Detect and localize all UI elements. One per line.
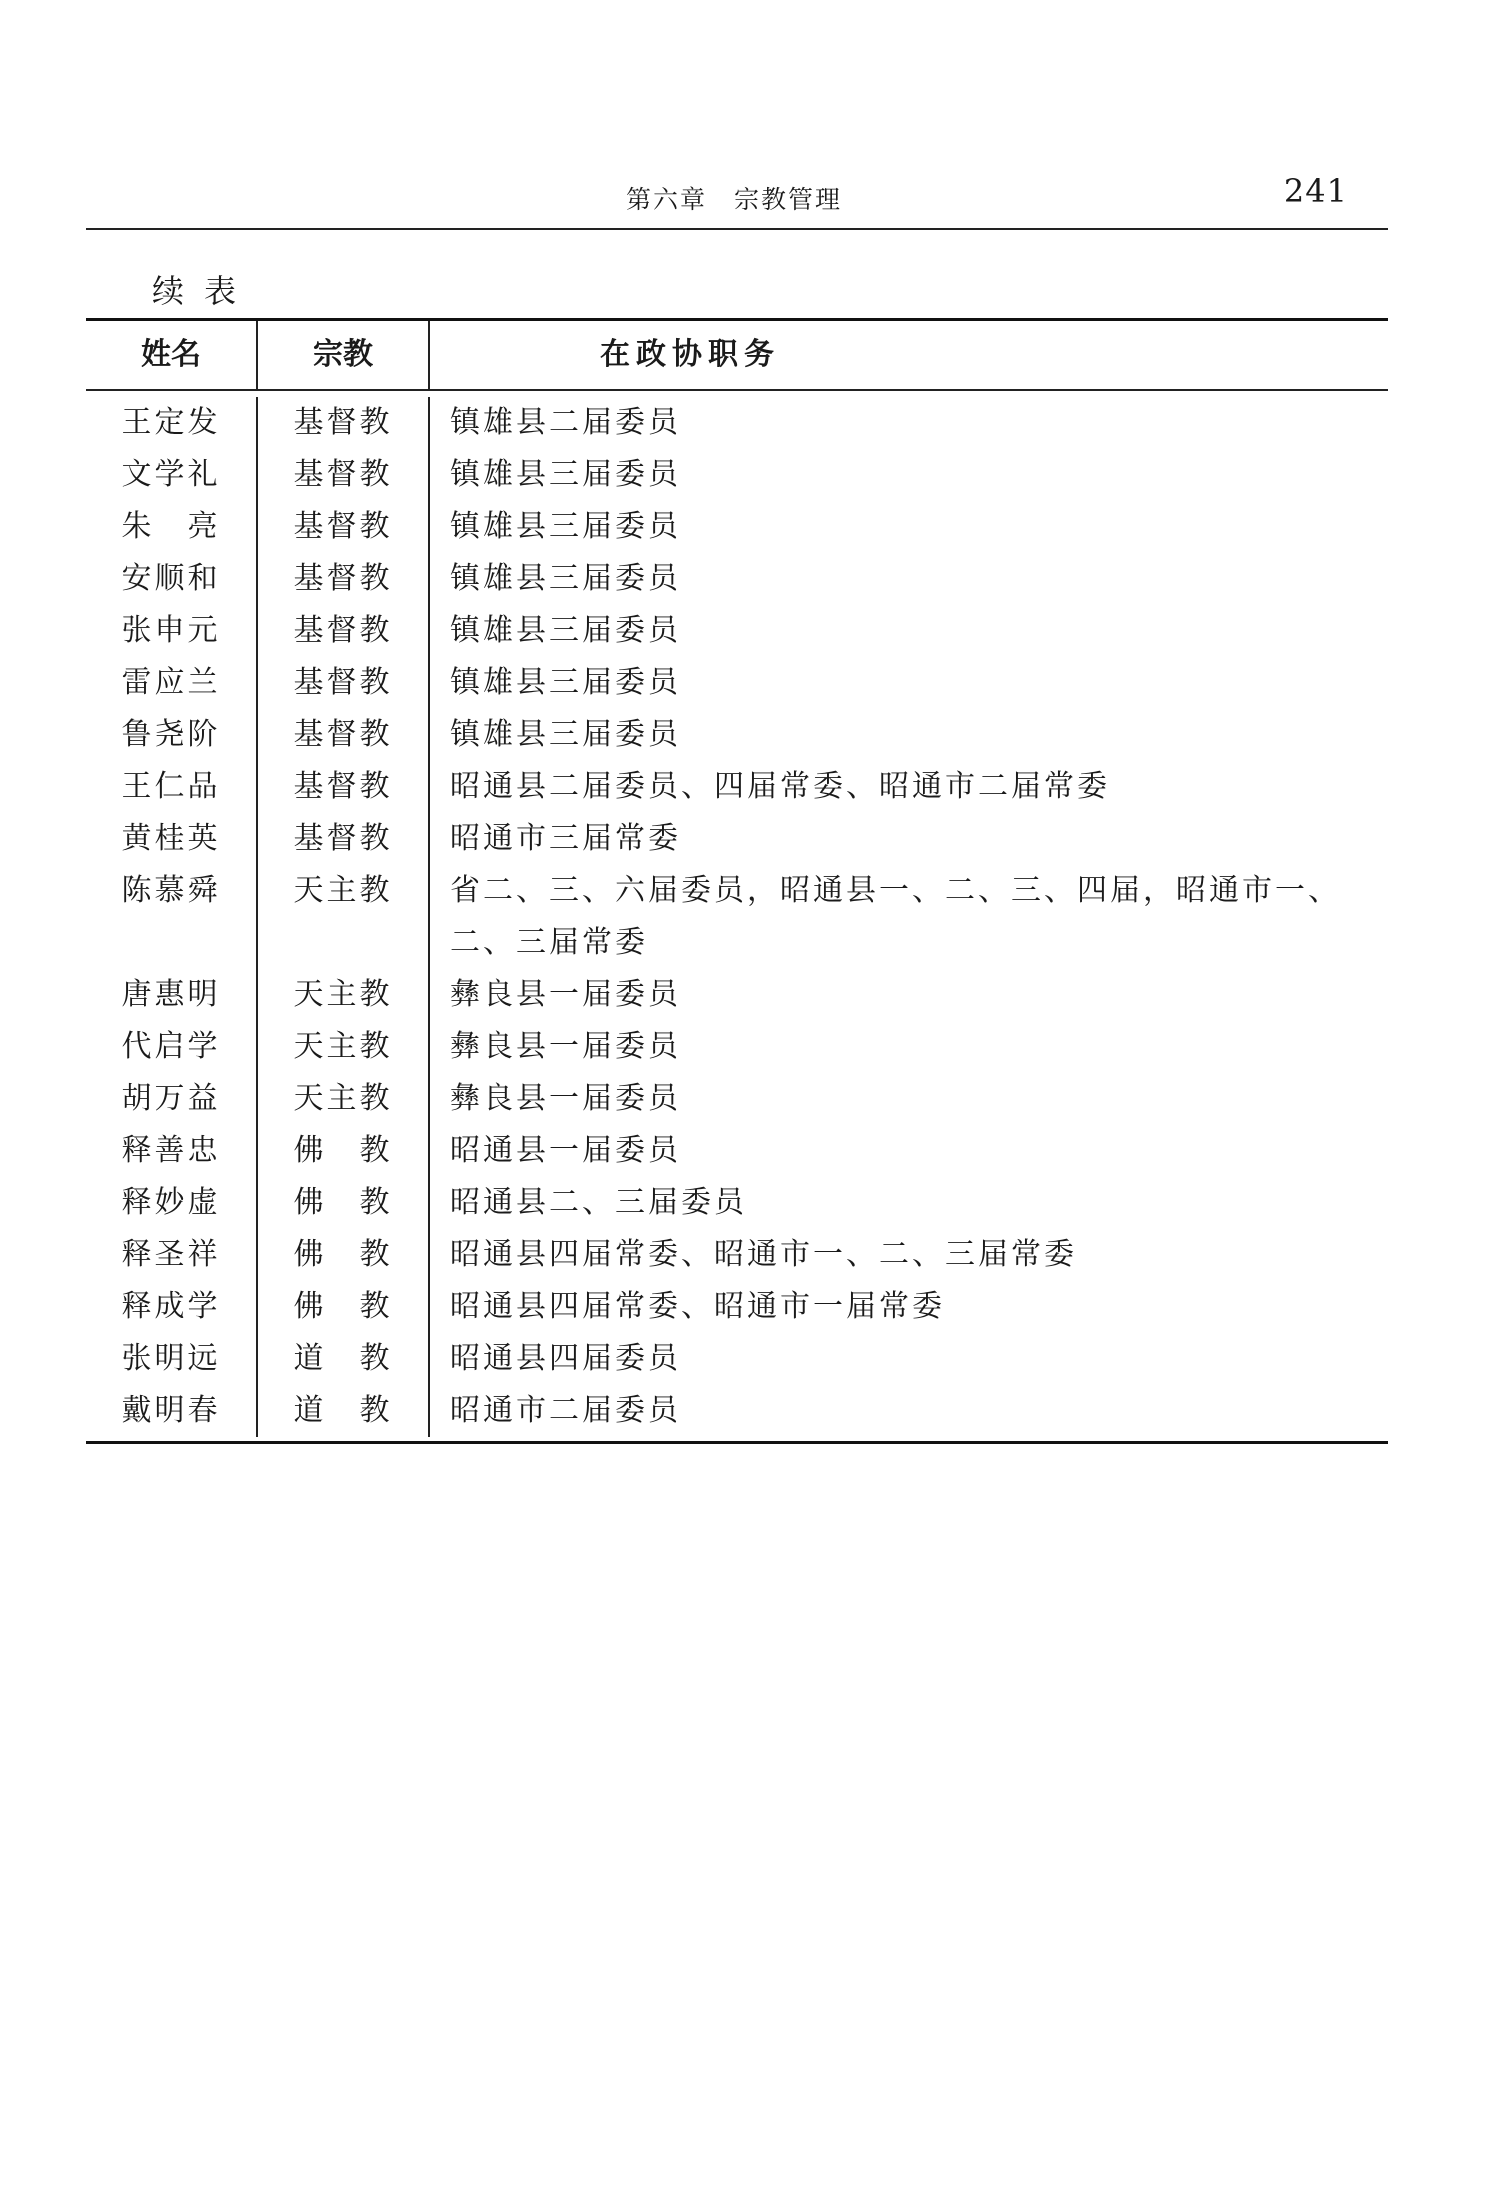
cell-name: 唐惠明 (86, 969, 258, 1021)
cell-name: 陈慕舜 (86, 865, 258, 917)
cell-name: 释成学 (86, 1281, 258, 1333)
table-row (86, 813, 1388, 865)
cell-religion: 佛 教 (258, 1229, 430, 1281)
cell-religion: 基督教 (258, 501, 430, 553)
table-row (86, 1021, 1388, 1073)
cell-religion: 基督教 (258, 761, 430, 813)
cell-position: 昭通县二届委员、四届常委、昭通市二届常委 (450, 769, 1110, 804)
cell-religion: 基督教 (258, 605, 430, 657)
table-row (86, 865, 1388, 917)
cell-position: 镇雄县三届委员 (450, 509, 681, 544)
cell-position: 镇雄县三届委员 (450, 717, 681, 752)
table-row (86, 605, 1388, 657)
column-header-position: 在政协职务 (600, 337, 780, 372)
cell-position: 彝良县一届委员 (450, 977, 681, 1012)
cell-name: 代启学 (86, 1021, 258, 1073)
cell-religion: 天主教 (258, 865, 430, 917)
cell-position: 镇雄县三届委员 (450, 457, 681, 492)
cell-position: 昭通县二、三届委员 (450, 1185, 747, 1220)
cell-religion: 基督教 (258, 709, 430, 761)
cell-position: 昭通县一届委员 (450, 1133, 681, 1168)
table-row (86, 1229, 1388, 1281)
committee-members-table (86, 318, 1388, 1444)
cell-position: 镇雄县三届委员 (450, 561, 681, 596)
table-header-row (86, 321, 1388, 391)
cell-name: 王定发 (86, 397, 258, 449)
cell-religion: 基督教 (258, 813, 430, 865)
cell-religion: 佛 教 (258, 1177, 430, 1229)
continued-table-label: 续表 (152, 272, 257, 310)
cell-religion: 基督教 (258, 657, 430, 709)
page-header (86, 170, 1388, 230)
running-title: 第六章 宗教管理 (626, 185, 843, 214)
cell-religion: 天主教 (258, 1073, 430, 1125)
cell-name: 张明远 (86, 1333, 258, 1385)
column-header-name: 姓名 (86, 321, 258, 389)
cell-position: 二、三届常委 (450, 925, 648, 960)
cell-name: 释善忠 (86, 1125, 258, 1177)
cell-position: 省二、三、六届委员，昭通县一、二、三、四届，昭通市一、 (450, 873, 1341, 908)
table-row (86, 1333, 1388, 1385)
cell-name: 黄桂英 (86, 813, 258, 865)
table-row (86, 1125, 1388, 1177)
cell-name: 朱 亮 (86, 501, 258, 553)
cell-position: 昭通县四届委员 (450, 1341, 681, 1376)
cell-name: 雷应兰 (86, 657, 258, 709)
cell-name: 安顺和 (86, 553, 258, 605)
cell-position: 彝良县一届委员 (450, 1029, 681, 1064)
table-row (86, 553, 1388, 605)
cell-name: 释圣祥 (86, 1229, 258, 1281)
table-row (86, 657, 1388, 709)
cell-religion: 基督教 (258, 553, 430, 605)
table-body (86, 391, 1388, 1441)
cell-name: 释妙虚 (86, 1177, 258, 1229)
page-number: 241 (1283, 172, 1348, 210)
cell-religion: 天主教 (258, 969, 430, 1021)
table-row (86, 709, 1388, 761)
cell-religion: 基督教 (258, 397, 430, 449)
column-header-religion: 宗教 (258, 321, 430, 389)
cell-position: 镇雄县三届委员 (450, 613, 681, 648)
table-row (86, 501, 1388, 553)
cell-religion: 道 教 (258, 1333, 430, 1385)
cell-position: 昭通县四届常委、昭通市一届常委 (450, 1289, 945, 1324)
cell-religion: 天主教 (258, 1021, 430, 1073)
cell-name: 王仁品 (86, 761, 258, 813)
cell-position: 昭通市二届委员 (450, 1393, 681, 1428)
cell-name (86, 917, 258, 969)
cell-position: 镇雄县三届委员 (450, 665, 681, 700)
cell-name: 胡万益 (86, 1073, 258, 1125)
table-row (86, 761, 1388, 813)
cell-position: 彝良县一届委员 (450, 1081, 681, 1116)
cell-religion: 基督教 (258, 449, 430, 501)
cell-religion: 道 教 (258, 1385, 430, 1437)
table-row (86, 917, 1388, 969)
table-row (86, 1281, 1388, 1333)
table-row (86, 1385, 1388, 1437)
cell-name: 鲁尧阶 (86, 709, 258, 761)
cell-name: 戴明春 (86, 1385, 258, 1437)
table-row (86, 449, 1388, 501)
cell-religion (258, 917, 430, 969)
cell-name: 文学礼 (86, 449, 258, 501)
table-row (86, 1177, 1388, 1229)
table-row (86, 969, 1388, 1021)
cell-religion: 佛 教 (258, 1125, 430, 1177)
cell-name: 张申元 (86, 605, 258, 657)
cell-position: 镇雄县二届委员 (450, 405, 681, 440)
cell-religion: 佛 教 (258, 1281, 430, 1333)
cell-position: 昭通县四届常委、昭通市一、二、三届常委 (450, 1237, 1077, 1272)
table-row (86, 397, 1388, 449)
cell-position: 昭通市三届常委 (450, 821, 681, 856)
table-row (86, 1073, 1388, 1125)
